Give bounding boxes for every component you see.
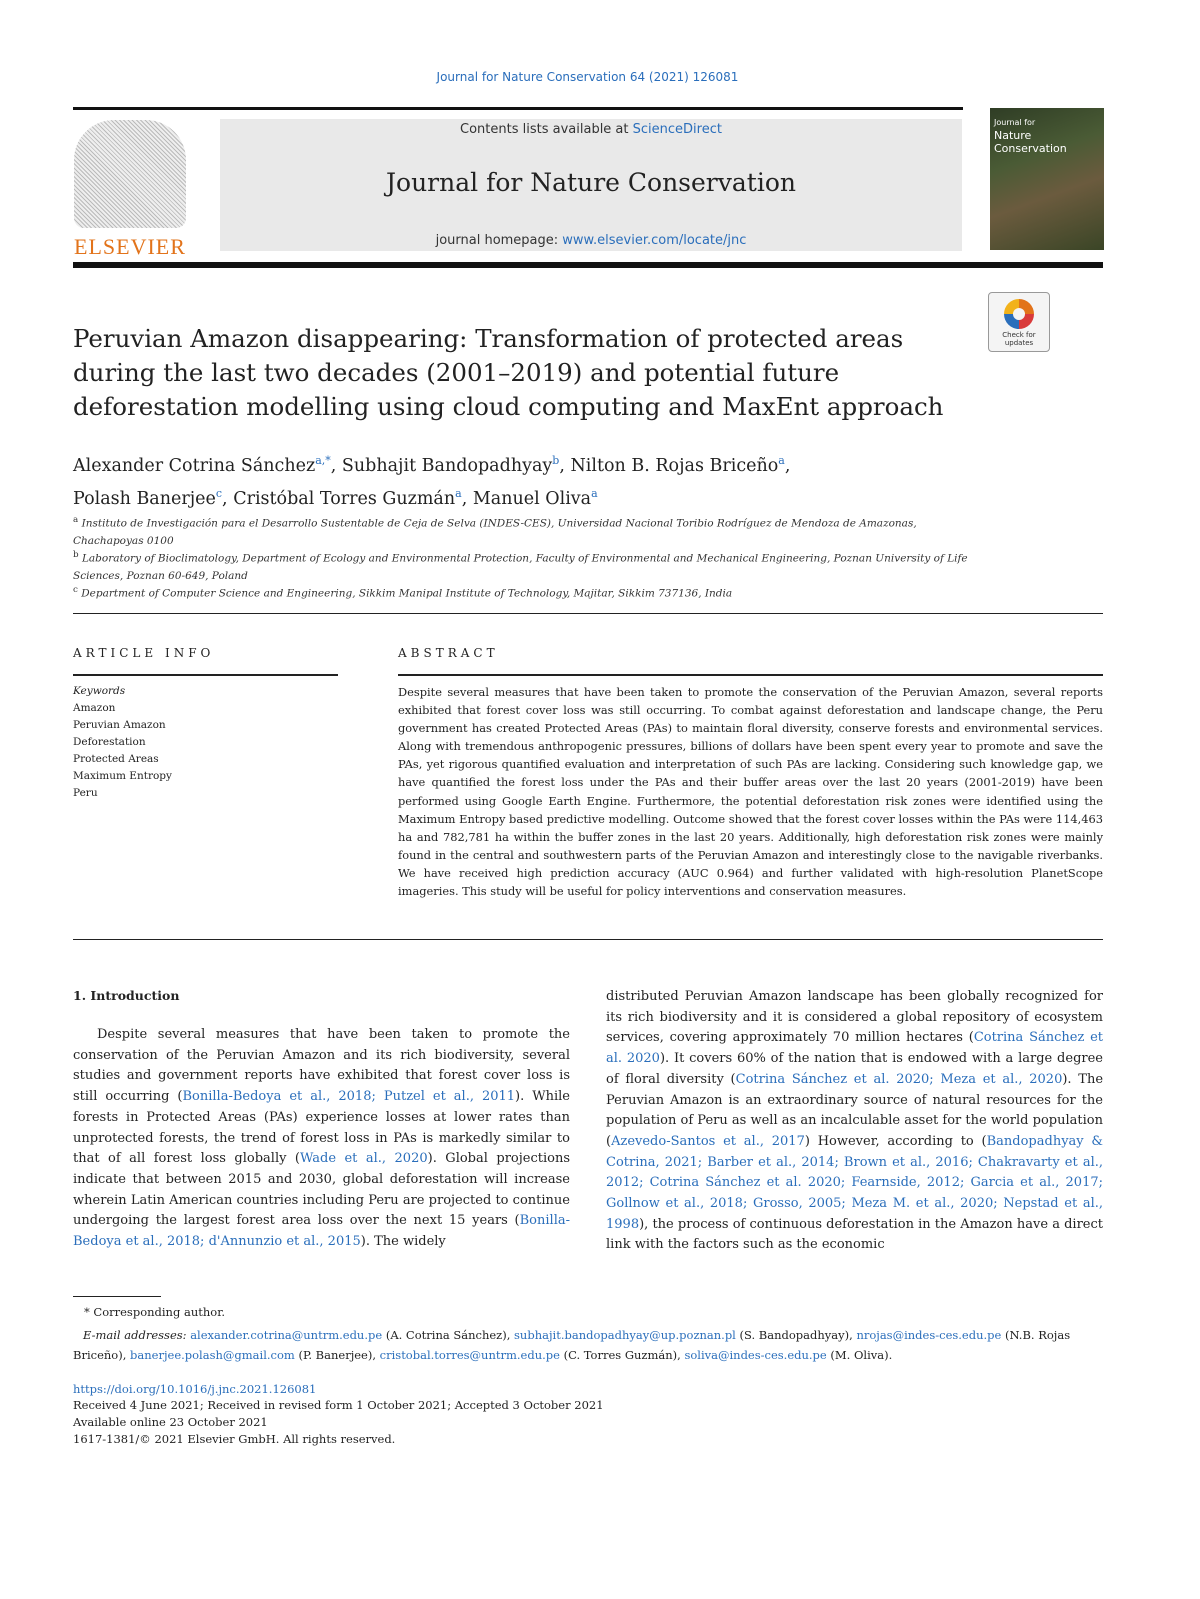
citation-link[interactable]: Bonilla-Bedoya et al., 2018; d'Annunzio et al., 2015 xyxy=(73,1213,570,1250)
keyword: Deforestation xyxy=(73,736,146,748)
author-affiliation-marker[interactable]: a,* xyxy=(315,454,331,467)
author-affiliation-marker[interactable]: a xyxy=(778,454,785,467)
keywords-heading: Keywords xyxy=(73,685,126,697)
email-addresses: E-mail addresses: alexander.cotrina@untrm.edu.pe (A. Cotrina Sánchez), subhajit.bandopadhyay@up.poznan.pl (S. Bandopadhyay), nrojas@indes-ces.edu.pe (N.B. Rojas Briceño), banerjee.polash@gmail.com (P. Banerjee), cristobal.torres@untrm.edu.pe (C. Torres Guzmán), soliva@indes-ces.edu.pe (M. Oliva). xyxy=(73,1328,1071,1362)
author-name[interactable]: Nilton B. Rojas Briceño xyxy=(570,455,779,476)
abstract-body: Despite several measures that have been taken to promote the conservation of the Peruvian Amazon, several reports exhibited that forest cover loss was still occurring. To combat against deforestation and landscape change, the Peru government has created Protected Areas (PAs) to maintain floral diversity, conserve forests and environmental services. Along with tremendous anthropogenic pressures, billions of dollars have been spent every year to promote and save the PAs, yet rigorous quantified evaluation and interpretation of such PAs are lacking. Considering such knowledge gap, we have quantified the forest loss under the PAs and their buffer areas over the last 20 years (2001-2019) have been performed using Google Earth Engine. Furthermore, the potential deforestation risk zones were identified using the Maximum Entropy based predictive modelling. Outcome showed that the forest cover losses within the PAs were 114,463 ha and 782,781 ha within the buffer zones in the last 20 years. Additionally, high deforestation risk zones were mainly found in the central and southwestern parts of the Peruvian Amazon and interestingly close to the navigable riverbanks. We have received high prediction accuracy (AUC 0.964) and further validated with high-resolution PlanetScope imageries. This study will be useful for policy interventions and conservation measures. xyxy=(398,685,1103,899)
contents-line xyxy=(220,122,962,137)
keyword: Protected Areas xyxy=(73,753,159,765)
publisher-logo-text: ELSEVIER xyxy=(74,234,186,259)
author-affiliation-marker[interactable]: a xyxy=(591,486,598,500)
keyword: Amazon xyxy=(73,702,116,714)
corresponding-author-note: * Corresponding author. xyxy=(84,1305,226,1319)
affiliation-a: $^a$ Instituto de Investigación para el Desarrollo Sustentable de Ceja de Selva (INDES-CES), Universidad Nacional Toribio Rodríguez de Mendoza de Amazonas, Chachapoyas 0100 xyxy=(73,515,917,547)
keyword: Peru xyxy=(73,787,98,799)
author-name[interactable]: Manuel Oliva xyxy=(472,488,592,509)
email-label: E-mail addresses: xyxy=(83,1328,191,1342)
author-name[interactable]: Cristóbal Torres Guzmán xyxy=(233,488,456,509)
journal-cover-image[interactable] xyxy=(990,108,1104,250)
introduction-column-1: Despite several measures that have been taken to promote the conservation of the Peruvian Amazon and its rich biodiversity, several studies and government reports have exhibited that forest cover loss is still occurring (Bonilla-Bedoya et al., 2018; Putzel et al., 2011). While forests in Protected Areas (PAs) experience losses at lower rates than unprotected forests, the trend of forest loss in PAs is markedly similar to that of all forest loss globally (Wade et al., 2020). Global projections indicate that between 2015 and 2030, global deforestation will increase wherein Latin American countries including Peru are projected to continue undergoing the largest forest area loss over the next 15 years (Bonilla-Bedoya et al., 2018; d'Annunzio et al., 2015). The widely xyxy=(73,1027,570,1250)
article-info-heading: ARTICLE INFO xyxy=(73,646,215,660)
affiliation-c: $^c$ Department of Computer Science and Engineering, Sikkim Manipal Institute of Technology, Majitar, Sikkim 737136, India xyxy=(73,585,733,600)
email-link[interactable]: cristobal.torres@untrm.edu.pe xyxy=(379,1348,560,1362)
citation-link[interactable]: Wade et al., 2020 xyxy=(300,1151,428,1167)
divider xyxy=(398,674,1103,676)
homepage-link[interactable]: www.elsevier.com/locate/jnc xyxy=(562,233,747,248)
check-for-updates-button[interactable] xyxy=(988,292,1050,352)
check-updates-icon xyxy=(1004,299,1034,329)
email-link[interactable]: alexander.cotrina@untrm.edu.pe xyxy=(190,1328,383,1342)
affiliation-b: $^b$ Laboratory of Bioclimatology, Department of Ecology and Environmental Protection, Faculty of Environmental and Mechanical Engineering, Poznan University of Life Sciences, Poznan 60-649, Poland xyxy=(73,550,968,582)
divider xyxy=(73,613,1103,614)
author-affiliation-marker[interactable]: b xyxy=(552,454,560,467)
email-link[interactable]: banerjee.polash@gmail.com xyxy=(130,1348,295,1362)
introduction-heading: 1. Introduction xyxy=(73,988,180,1003)
sciencedirect-link[interactable]: ScienceDirect xyxy=(632,122,722,137)
cover-title-main: Nature Conservation xyxy=(994,129,1067,155)
divider xyxy=(73,674,338,676)
cover-title xyxy=(990,108,1104,155)
cover-title-small: Journal for xyxy=(994,118,1036,127)
citation-link[interactable]: Bandopadhyay & Cotrina, 2021; Barber et al., 2014; Brown et al., 2016; Chakravarty et al., 2012; Cotrina Sánchez et al. 2020; Fearnside, 2012; Garcia et al., 2017; Gollnow et al., 2018; Grosso, 2005; Meza M. et al., 2020; Nepstad et al., 1998 xyxy=(606,1133,1103,1232)
online-date: Available online 23 October 2021 xyxy=(73,1415,268,1429)
author-name[interactable]: Polash Banerjee xyxy=(73,488,216,509)
introduction-column-2: distributed Peruvian Amazon landscape has been globally recognized for its rich biodiversity and it is considered a global repository of ecosystem services, covering approximately 70 million hectares (Cotrina Sánchez et al. 2020). It covers 60% of the nation that is endowed with a large degree of floral diversity (Cotrina Sánchez et al. 2020; Meza et al., 2020). The Peruvian Amazon is an extraordinary source of natural resources for the population of Peru as well as an incalculable asset for the world population (Azevedo-Santos et al., 2017) However, according to (Bandopadhyay & Cotrina, 2021; Barber et al., 2014; Brown et al., 2016; Chakravarty et al., 2012; Cotrina Sánchez et al. 2020; Fearnside, 2012; Garcia et al., 2017; Gollnow et al., 2018; Grosso, 2005; Meza M. et al., 2020; Nepstad et al., 1998), the process of continuous deforestation in the Amazon have a direct link with the factors such as the economic xyxy=(606,989,1104,1253)
journal-title: Journal for Nature Conservation xyxy=(386,168,796,197)
header-rule xyxy=(73,107,963,110)
citation-link[interactable]: Cotrina Sánchez et al. 2020 xyxy=(606,1030,1103,1067)
email-link[interactable]: subhajit.bandopadhyay@up.poznan.pl xyxy=(514,1328,736,1342)
homepage-prefix: journal homepage: xyxy=(435,233,563,248)
author-list: Alexander Cotrina Sánchez$^{a,*}$, Subhajit Bandopadhyay$^b$, Nilton B. Rojas Briceño$^a$, Polash Banerjee$^c$, Cristóbal Torres Guzmán$^a$, Manuel Oliva$^a$ xyxy=(73,454,791,509)
author-affiliation-marker[interactable]: c xyxy=(215,486,223,500)
tree-icon xyxy=(74,120,186,228)
article-title: Peruvian Amazon disappearing: Transformation of protected areas during the last two decades (2001–2019) and potential future deforestation modelling using cloud computing and MaxEnt approach xyxy=(73,324,944,421)
citation-link[interactable]: Bonilla-Bedoya et al., 2018; Putzel et al., 2011 xyxy=(182,1089,516,1105)
author-name[interactable]: Alexander Cotrina Sánchez xyxy=(73,455,316,476)
citation-link[interactable]: Cotrina Sánchez et al. 2020; Meza et al., 2020 xyxy=(735,1071,1063,1087)
divider xyxy=(73,939,1103,940)
keyword: Peruvian Amazon xyxy=(73,719,166,731)
elsevier-logo[interactable] xyxy=(68,120,192,259)
author-name[interactable]: Subhajit Bandopadhyay xyxy=(341,455,553,476)
homepage-line xyxy=(220,233,962,248)
author-affiliation-marker[interactable]: a xyxy=(455,486,462,500)
check-updates-label: Check for updates xyxy=(1002,331,1036,347)
abstract-heading: ABSTRACT xyxy=(398,646,499,660)
header-rule-bold xyxy=(73,262,1103,268)
email-link[interactable]: soliva@indes-ces.edu.pe xyxy=(684,1348,827,1362)
email-link[interactable]: nrojas@indes-ces.edu.pe xyxy=(856,1328,1002,1342)
keyword: Maximum Entropy xyxy=(73,770,172,782)
received-dates: Received 4 June 2021; Received in revised form 1 October 2021; Accepted 3 October 2021 xyxy=(73,1398,604,1412)
doi-link[interactable]: https://doi.org/10.1016/j.jnc.2021.126081 xyxy=(73,1382,317,1396)
copyright: 1617-1381/© 2021 Elsevier GmbH. All rights reserved. xyxy=(73,1432,396,1446)
citation-link[interactable]: Azevedo-Santos et al., 2017 xyxy=(611,1133,805,1149)
footnote-rule xyxy=(73,1296,161,1297)
contents-prefix: Contents lists available at xyxy=(460,122,633,137)
journal-reference[interactable]: Journal for Nature Conservation 64 (2021) 126081 xyxy=(436,70,739,84)
keywords-list xyxy=(73,683,333,802)
